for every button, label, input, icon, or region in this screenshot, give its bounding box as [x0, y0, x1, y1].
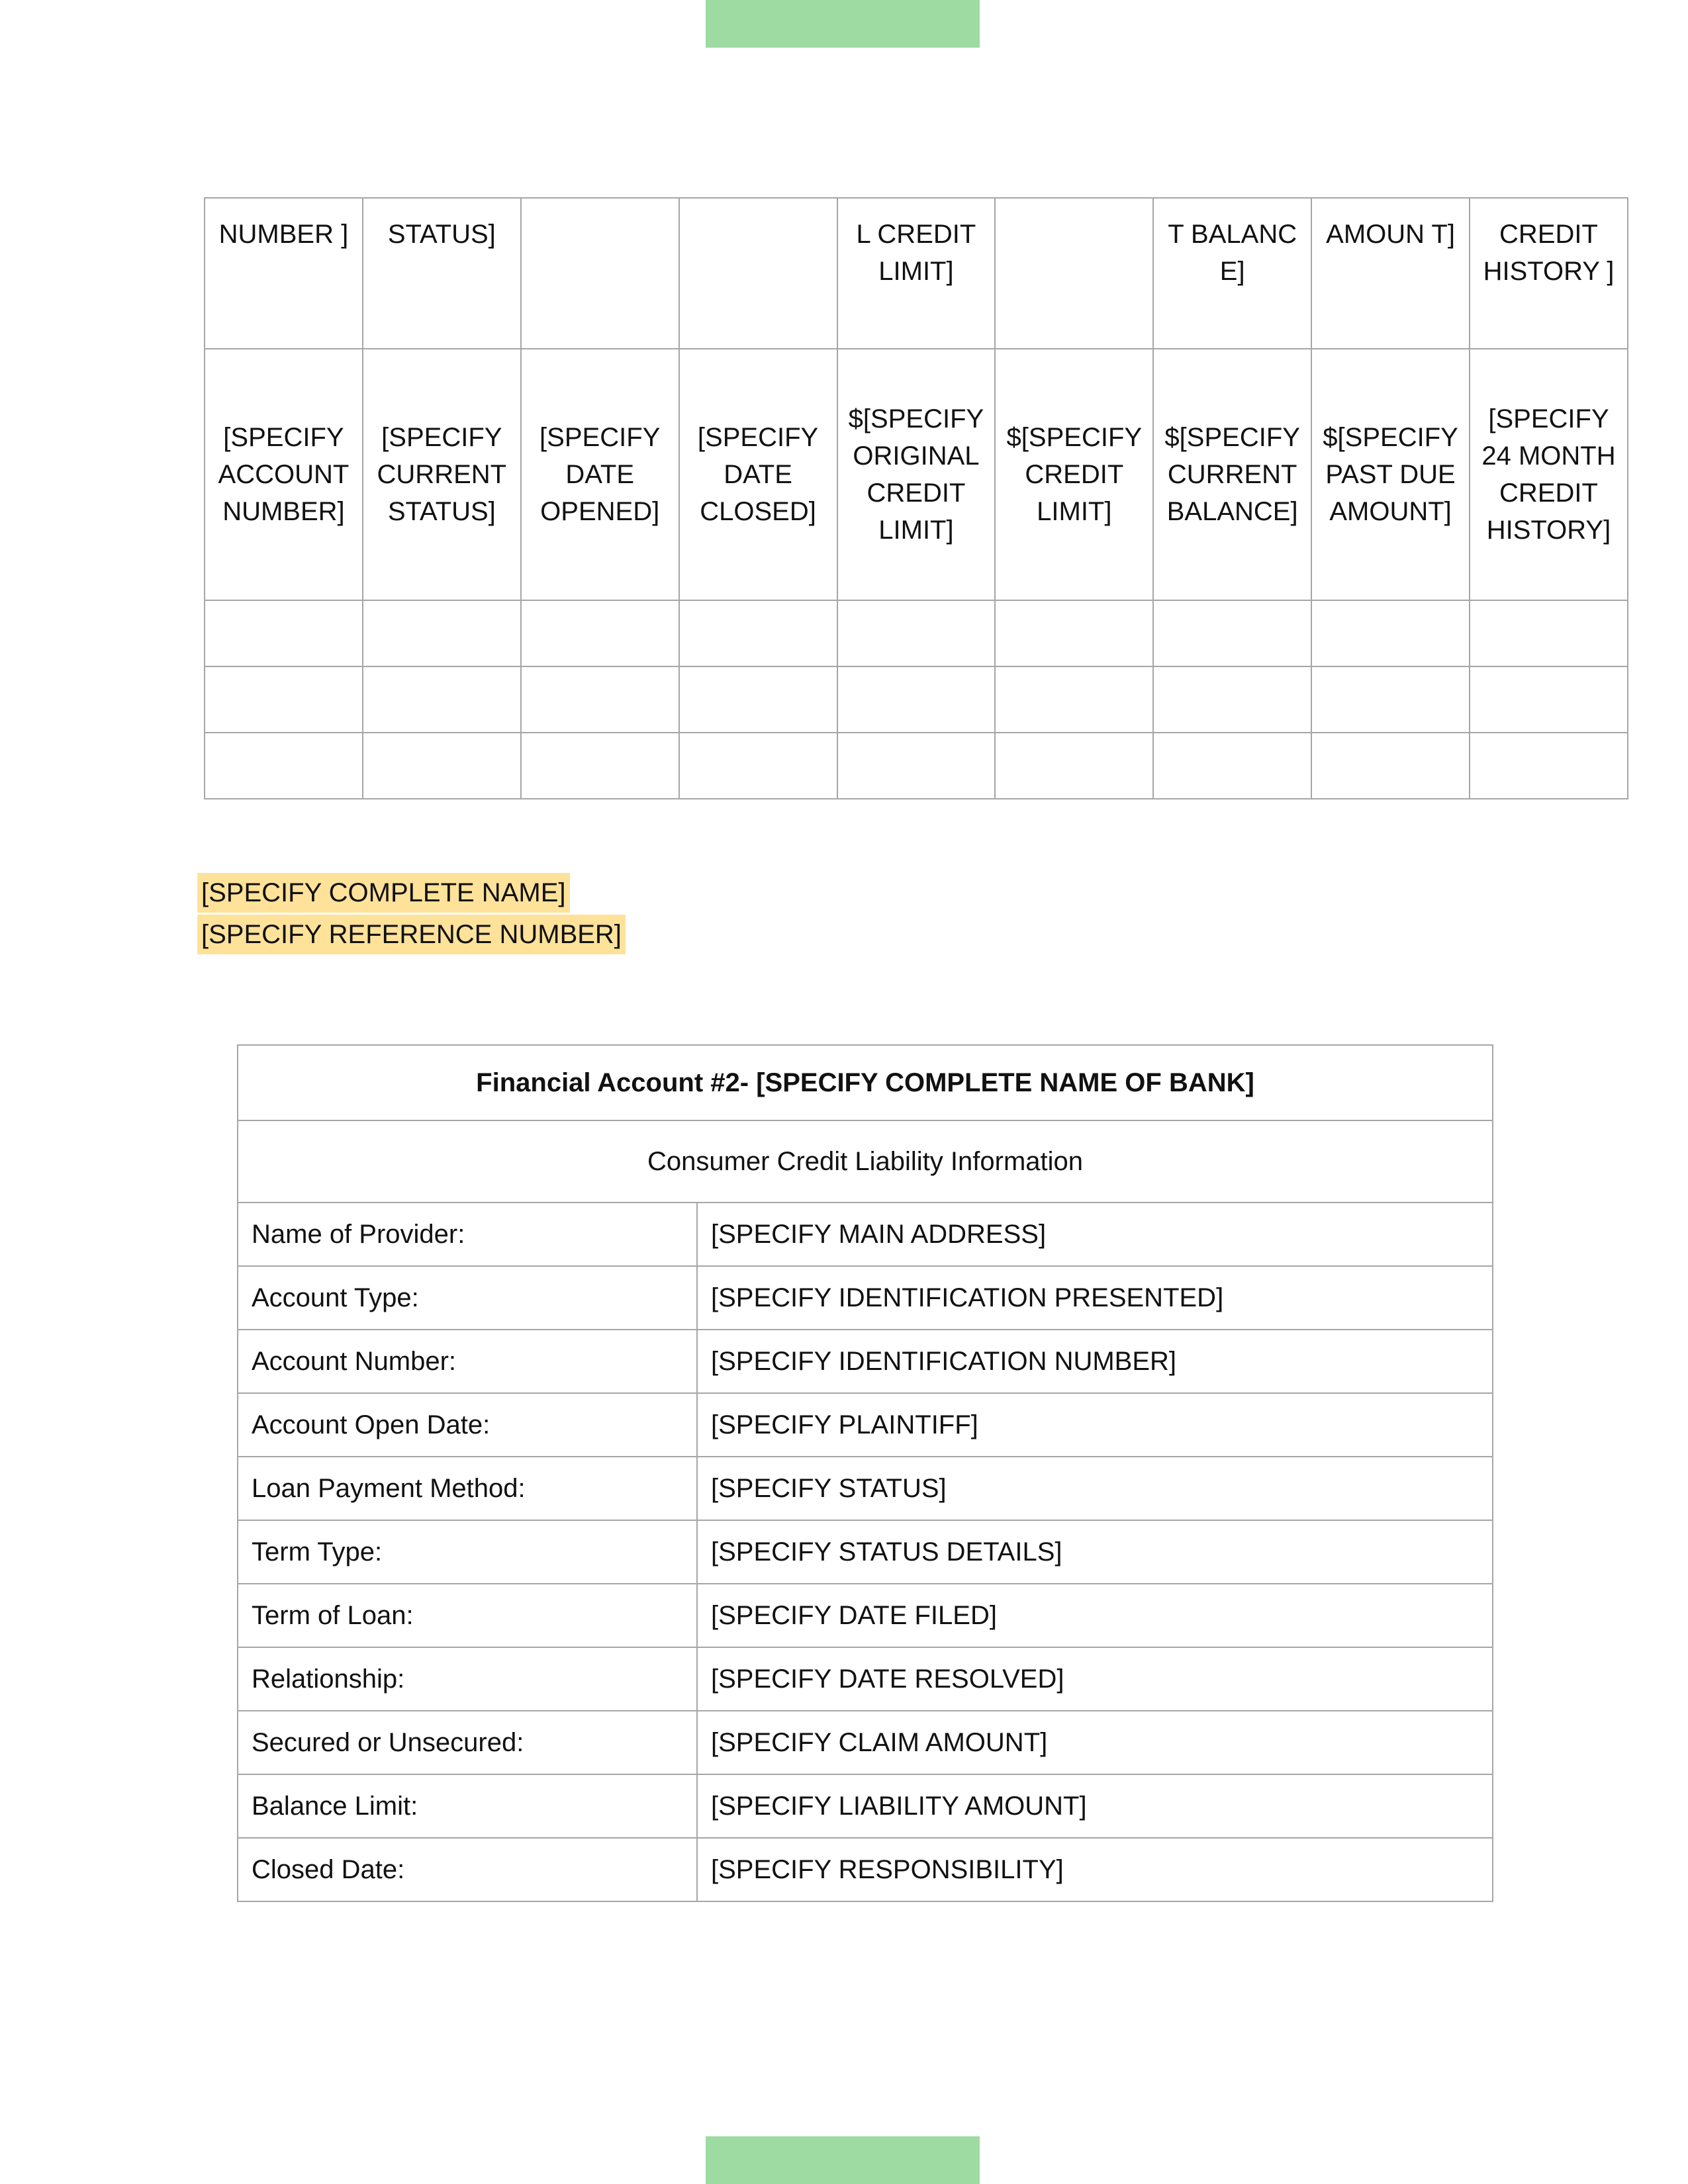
field-label: Relationship: [238, 1647, 697, 1711]
field-value[interactable]: [SPECIFY CLAIM AMOUNT] [697, 1711, 1493, 1774]
table-row [238, 1774, 1493, 1838]
field-value[interactable]: [SPECIFY STATUS] [697, 1457, 1493, 1520]
empty-cell[interactable] [363, 600, 521, 666]
empty-cell[interactable] [995, 666, 1153, 733]
date-opened-cell[interactable]: [SPECIFY DATE OPENED] [521, 349, 679, 600]
field-value[interactable]: [SPECIFY LIABILITY AMOUNT] [697, 1774, 1493, 1838]
financial-account-table [237, 1044, 1493, 1902]
field-label: Name of Provider: [238, 1203, 697, 1266]
date-closed-cell[interactable]: [SPECIFY DATE CLOSED] [679, 349, 837, 600]
account-subtitle-row [238, 1120, 1493, 1203]
empty-cell[interactable] [521, 600, 679, 666]
empty-cell[interactable] [205, 733, 363, 799]
header-cell: T BALANC E] [1153, 198, 1311, 349]
footer-color-band [706, 2136, 980, 2184]
header-color-band [706, 0, 980, 48]
header-cell: L CREDIT LIMIT] [837, 198, 996, 349]
table-row [238, 1838, 1493, 1901]
table-row [238, 1393, 1493, 1457]
empty-cell[interactable] [521, 666, 679, 733]
table-row [238, 1203, 1493, 1266]
empty-cell[interactable] [837, 733, 996, 799]
field-value[interactable]: [SPECIFY PLAINTIFF] [697, 1393, 1493, 1457]
field-value[interactable]: [SPECIFY IDENTIFICATION NUMBER] [697, 1330, 1493, 1393]
header-cell [521, 198, 679, 349]
current-status-cell[interactable]: [SPECIFY CURRENT STATUS] [363, 349, 521, 600]
field-label: Secured or Unsecured: [238, 1711, 697, 1774]
field-label: Term of Loan: [238, 1584, 697, 1647]
header-cell: CREDIT HISTORY ] [1470, 198, 1628, 349]
table-row [238, 1584, 1493, 1647]
current-balance-cell[interactable]: $[SPECIFY CURRENT BALANCE] [1153, 349, 1311, 600]
table-row [238, 1266, 1493, 1330]
field-value[interactable]: [SPECIFY DATE FILED] [697, 1584, 1493, 1647]
empty-cell[interactable] [1311, 600, 1470, 666]
empty-row [205, 600, 1628, 666]
table-row [238, 1647, 1493, 1711]
empty-cell[interactable] [205, 600, 363, 666]
field-label: Term Type: [238, 1520, 697, 1584]
empty-cell[interactable] [995, 733, 1153, 799]
header-cell: STATUS] [363, 198, 521, 349]
original-credit-limit-cell[interactable]: $[SPECIFY ORIGINAL CREDIT LIMIT] [837, 349, 996, 600]
header-cell [679, 198, 837, 349]
empty-row [205, 666, 1628, 733]
empty-cell[interactable] [1311, 733, 1470, 799]
field-label: Closed Date: [238, 1838, 697, 1901]
field-label: Loan Payment Method: [238, 1457, 697, 1520]
table-header-row [205, 198, 1628, 349]
field-label: Account Open Date: [238, 1393, 697, 1457]
field-value[interactable]: [SPECIFY MAIN ADDRESS] [697, 1203, 1493, 1266]
empty-cell[interactable] [679, 733, 837, 799]
field-label: Account Type: [238, 1266, 697, 1330]
field-label: Account Number: [238, 1330, 697, 1393]
credit-history-table [204, 197, 1628, 799]
account-number-cell[interactable]: [SPECIFY ACCOUNT NUMBER] [205, 349, 363, 600]
empty-cell[interactable] [679, 600, 837, 666]
empty-cell[interactable] [1153, 600, 1311, 666]
empty-cell[interactable] [363, 733, 521, 799]
field-value[interactable]: [SPECIFY IDENTIFICATION PRESENTED] [697, 1266, 1493, 1330]
account-subtitle: Consumer Credit Liability Information [238, 1120, 1493, 1203]
past-due-amount-cell[interactable]: $[SPECIFY PAST DUE AMOUNT] [1311, 349, 1470, 600]
account-title-row [238, 1045, 1493, 1120]
credit-limit-cell[interactable]: $[SPECIFY CREDIT LIMIT] [995, 349, 1153, 600]
table-row [238, 1330, 1493, 1393]
field-value[interactable]: [SPECIFY STATUS DETAILS] [697, 1520, 1493, 1584]
field-label: Balance Limit: [238, 1774, 697, 1838]
empty-cell[interactable] [205, 666, 363, 733]
account-title: Financial Account #2- [SPECIFY COMPLETE NAME OF BANK] [238, 1045, 1493, 1120]
empty-cell[interactable] [837, 666, 996, 733]
table-row [238, 1520, 1493, 1584]
table-row [238, 1457, 1493, 1520]
header-cell: AMOUN T] [1311, 198, 1470, 349]
empty-cell[interactable] [1470, 666, 1628, 733]
complete-name-placeholder[interactable]: [SPECIFY COMPLETE NAME] [197, 873, 570, 913]
empty-row [205, 733, 1628, 799]
empty-cell[interactable] [679, 666, 837, 733]
table-row [238, 1711, 1493, 1774]
empty-cell[interactable] [363, 666, 521, 733]
header-cell: NUMBER ] [205, 198, 363, 349]
empty-cell[interactable] [1470, 600, 1628, 666]
field-value[interactable]: [SPECIFY DATE RESOLVED] [697, 1647, 1493, 1711]
table-row [205, 349, 1628, 600]
empty-cell[interactable] [1153, 733, 1311, 799]
empty-cell[interactable] [1470, 733, 1628, 799]
field-value[interactable]: [SPECIFY RESPONSIBILITY] [697, 1838, 1493, 1901]
empty-cell[interactable] [521, 733, 679, 799]
header-cell [995, 198, 1153, 349]
empty-cell[interactable] [1153, 666, 1311, 733]
empty-cell[interactable] [837, 600, 996, 666]
empty-cell[interactable] [995, 600, 1153, 666]
empty-cell[interactable] [1311, 666, 1470, 733]
reference-number-placeholder[interactable]: [SPECIFY REFERENCE NUMBER] [197, 915, 626, 954]
credit-history-cell[interactable]: [SPECIFY 24 MONTH CREDIT HISTORY] [1470, 349, 1628, 600]
